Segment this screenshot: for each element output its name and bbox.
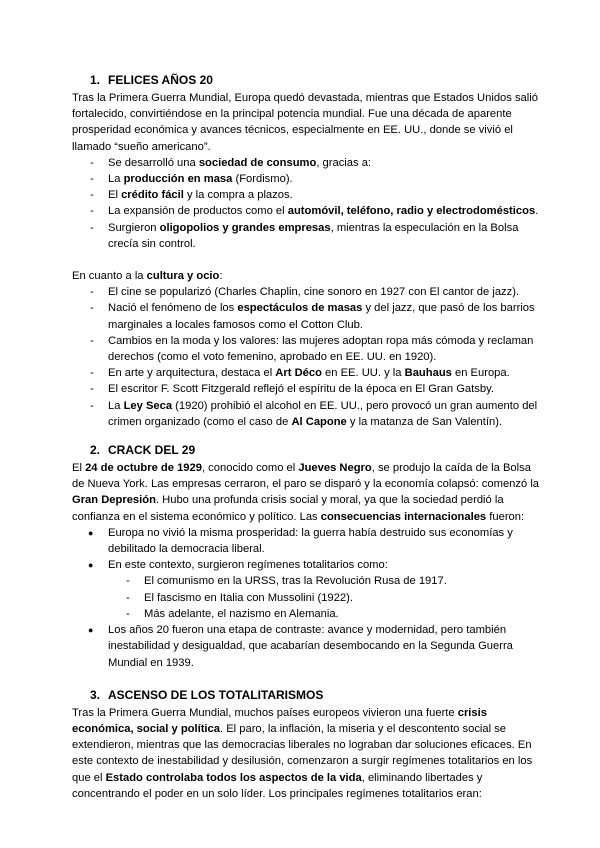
list-item: ● En este contexto, surgieron regímenes totalitarios como: [72,557,540,573]
list-item: - El fascismo en Italia con Mussolini (1922). [72,590,540,606]
culture-list [72,284,540,430]
list-item: ● Europa no vivió la misma prosperidad: la guerra había destruido sus economías y debilitado la democracia liberal. [72,525,540,557]
list-item: - El crédito fácil y la compra a plazos. [72,187,540,203]
list-item: - Surgieron oligopolios y grandes empresas, mientras la especulación en la Bolsa crecía sin control. [72,220,540,252]
section-2-list-end [72,622,540,671]
section-2-heading: 2. CRACK DEL 29 [90,443,196,458]
section-1-list [72,155,540,252]
list-item: - El escritor F. Scott Fitzgerald reflejó el espíritu de la época en El Gran Gatsby. [72,381,540,397]
list-item: - Cambios en la moda y los valores: las mujeres adoptan ropa más cómoda y reclaman derechos (como el voto femenino, aprobado en EE. UU. en 1920). [72,333,540,365]
list-item: - El cine se popularizó (Charles Chaplin, cine sonoro en 1927 con El cantor de jazz). [72,284,540,300]
section-2-intro: El 24 de octubre de 1929, conocido como el Jueves Negro, se produjo la caída de la Bolsa de Nueva York. Las empresas cerraron, el paro se disparó y la economía colapsó: comenzó la Gran Depresión. Hubo una profunda crisis social y moral, ya que la sociedad perdió la confianza en el sistema económico y político. Las consecuencias internacionales fueron: [72,462,540,523]
section-1-intro: Tras la Primera Guerra Mundial, Europa quedó devastada, mientras que Estados Unidos salió fortalecido, convirtiéndose en la principal potencia mundial. Fue una década de aparente prosperidad económica y avances técnicos, especialmente en EE. UU., donde se vivió el llamado “sueño americano”. [72,92,538,153]
culture-intro: En cuanto a la cultura y ocio: [72,270,223,283]
list-item: - Nació el fenómeno de los espectáculos de masas y del jazz, que pasó de los barrios marginales a locales famosos como el Cotton Club. [72,300,540,332]
list-item: ● Los años 20 fueron una etapa de contraste: avance y modernidad, pero también inestabilidad y desigualdad, que acabarían desembocando en la Segunda Guerra Mundial en 1939. [72,622,540,671]
section-2-list [72,525,540,574]
list-item: - La Ley Seca (1920) prohibió el alcohol en EE. UU., pero provocó un gran aumento del crimen organizado (como el caso de Al Capone y la matanza de San Valentín). [72,398,540,430]
regimes-sublist [72,573,540,622]
list-item: - Más adelante, el nazismo en Alemania. [72,606,540,622]
list-item: - La producción en masa (Fordismo). [72,171,540,187]
list-item: - Se desarrolló una sociedad de consumo, gracias a: [72,155,540,171]
section-3-intro: Tras la Primera Guerra Mundial, muchos países europeos vivieron una fuerte crisis económica, social y política. El paro, la inflación, la miseria y el descontento social se extendieron, mientras que las democracias liberales no lograban dar soluciones eficaces. En este contexto de inestabilidad y desilusión, comenzaron a surgir regímenes totalitarios en los que el Estado controlaba todos los aspectos de la vida, eliminando libertades y concentrando el poder en un solo líder. Los principales regímenes totalitarios eran: [72,706,533,800]
list-item: - El comunismo en la URSS, tras la Revolución Rusa de 1917. [72,573,540,589]
list-item: - La expansión de productos como el automóvil, teléfono, radio y electrodomésticos. [72,203,540,219]
section-1-heading: 1. FELICES AÑOS 20 [90,73,213,87]
section-3-heading: 3. ASCENSO DE LOS TOTALITARISMOS [90,687,324,702]
list-item: - En arte y arquitectura, destaca el Art Déco en EE. UU. y la Bauhaus en Europa. [72,365,540,381]
